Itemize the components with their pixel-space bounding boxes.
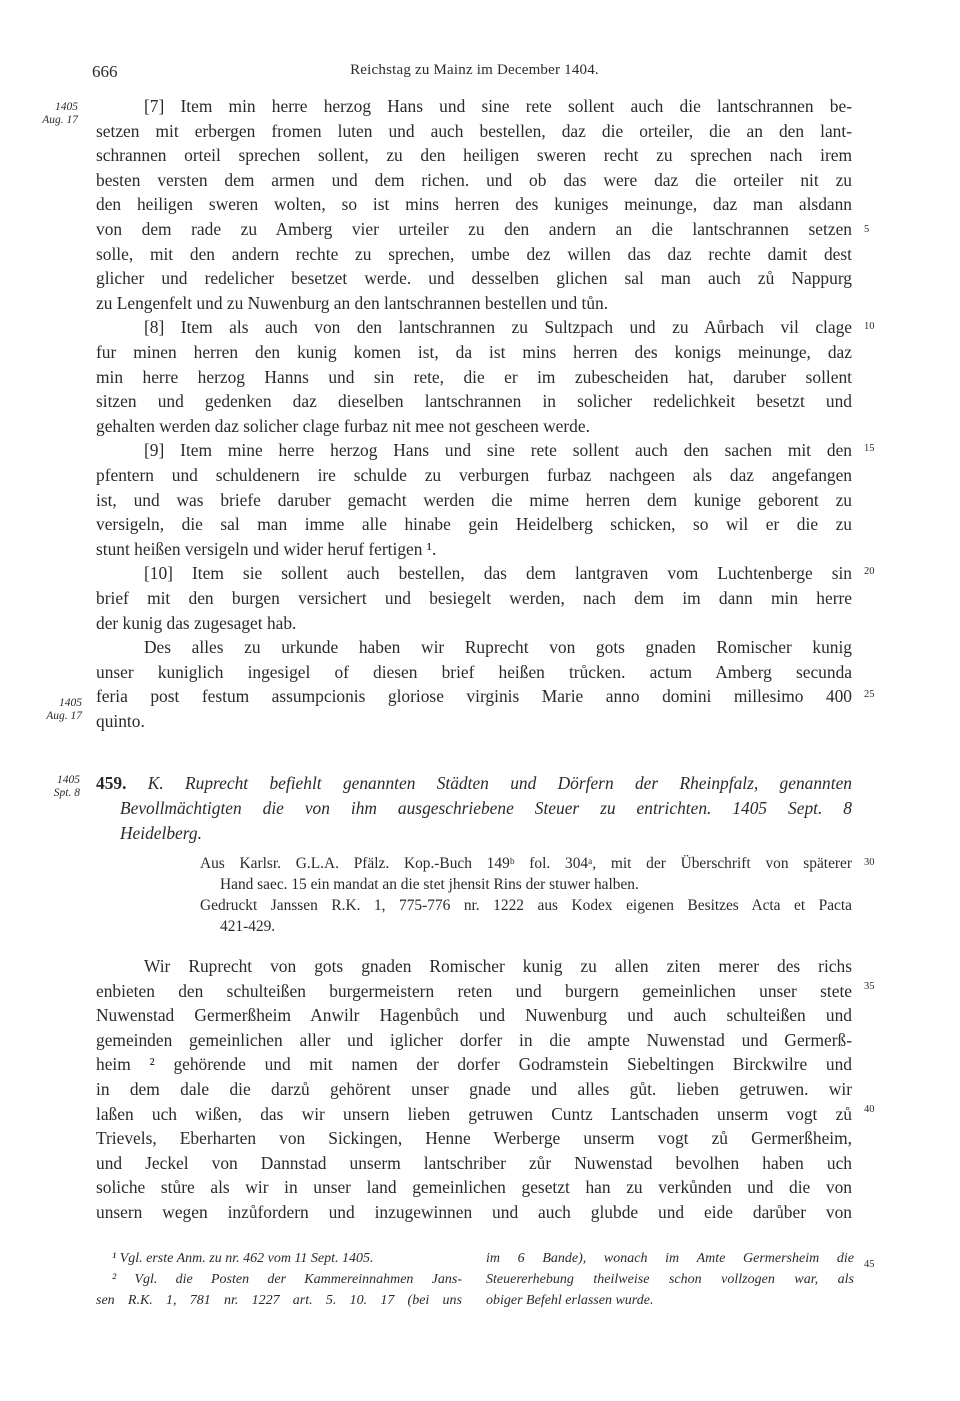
text-line: [7] Item min herre herzog Hans und sine rete sollent auch die lantschrannen be- bbox=[144, 96, 852, 116]
heading-line: Bevollmächtigten die von ihm ausgeschriebene Steuer zu entrichten. 1405 Sept. 8 bbox=[120, 798, 852, 818]
text-line: stunt heißen versigeln und wider heruf fertigen ¹. bbox=[96, 538, 437, 559]
text-line: gemeinden gemeinlichen aller und iglicher dorfer in die ampte Nuwenstad und Germerß- bbox=[96, 1029, 852, 1050]
footnote-line: ¹ Vgl. erste Anm. zu nr. 462 vom 11 Sept. 1405. bbox=[112, 1251, 374, 1266]
line-number: 35 bbox=[864, 981, 875, 992]
text-line: laßen uch wißen, das wir unsern lieben getruwen Cuntz Lantschaden unserm vogt zů bbox=[96, 1103, 852, 1124]
text-line: von dem rade zu Amberg vier urteiler zu den andern an die lantschrannen setzen bbox=[96, 219, 852, 239]
text-line: heim ² gehörende und mit namen der dorfer Godramstein Siebeltingen Birckwilre und bbox=[96, 1054, 852, 1075]
footnote-line: obiger Befehl erlassen wurde. bbox=[486, 1293, 654, 1308]
text-line: in dem dale die darzů gehörent unser gnade und alles gůt. lieben getruwen. wir bbox=[96, 1079, 852, 1099]
heading-line: Heidelberg. bbox=[120, 823, 202, 843]
margin-note-year: 1405 bbox=[55, 101, 78, 113]
line-number: 40 bbox=[864, 1104, 875, 1115]
text-line: versigeln, die sal man imme alle hinabe gein Heidelberg schicken, so wil er die zu bbox=[96, 514, 852, 535]
footnote-line: sen R.K. 1, 781 nr. 1227 art. 5. 10. 17 (bei uns bbox=[96, 1293, 462, 1308]
citation-line: Gedruckt Janssen R.K. 1, 775-776 nr. 1222 aus Kodex eigenen Besitzes Acta et Pacta bbox=[200, 897, 852, 914]
text-line: soliche stůre als wir in unser land gemeinlichen gesetzt han zu verkůnden und die von bbox=[96, 1177, 852, 1198]
text-line: solle, mit den andern rechte zu sprechen, umbe dez willen das daz rechte damit dest bbox=[96, 243, 852, 264]
text-line: [9] Item mine herre herzog Hans und sine rete sollent auch den sachen mit den bbox=[144, 440, 852, 461]
text-line: unsern wegen inzůfordern und inzugewinnen und auch glubde und eide darůber von bbox=[96, 1202, 852, 1222]
margin-note-day: Spt. 8 bbox=[53, 787, 80, 799]
text-line: [8] Item als auch von den lantschrannen zu Sultzpach und zu Aůrbach vil clage bbox=[144, 317, 852, 338]
text-line: sitzen und gedenken daz dieselben lantschrannen in solicher redelichkeit besetzt und bbox=[96, 391, 852, 412]
text-line: ist, und was briefe daruber gemacht werden die mime herren dem kunige geborent zu bbox=[96, 489, 852, 510]
footnotes-left-column bbox=[96, 1248, 462, 1311]
margin-note-date bbox=[30, 774, 80, 800]
margin-note-day: Aug. 17 bbox=[42, 114, 78, 126]
line-number: 10 bbox=[864, 321, 875, 332]
margin-note-year: 1405 bbox=[59, 697, 82, 709]
text-line: Nuwenstad Germerßheim Anwilr Hagenbůch und Nuwenburg und auch schulteißen und bbox=[96, 1005, 852, 1026]
running-head bbox=[92, 62, 857, 82]
text-line: feria post festum assumpcionis gloriose virginis Marie anno domini millesimo 400 bbox=[96, 686, 852, 707]
text-line: Wir Ruprecht von gots gnaden Romischer kunig zu allen ziten merer des richs bbox=[144, 956, 852, 976]
footnote-line: Steuererhebung theilweise schon vollzogen war, als bbox=[486, 1272, 854, 1287]
citation-line: Aus Karlsr. G.L.A. Pfälz. Kop.-Buch 149ᵇ fol. 304ᵃ, mit der Überschrift von späterer bbox=[200, 855, 852, 872]
text-line: unser kuniglich ingesigel of diesen brief heißen trůcken. actum Amberg secunda bbox=[96, 661, 852, 682]
line-number: 25 bbox=[864, 689, 875, 700]
footnotes-right-column bbox=[486, 1248, 854, 1311]
text-line: min herre herzog Hanns und sin rete, die er im zubescheiden hat, daruber sollent bbox=[96, 366, 852, 387]
text-line: fur minen herren den kunig komen ist, da ist mins herren des konigs meinunge, daz bbox=[96, 342, 852, 362]
margin-note-year: 1405 bbox=[57, 774, 80, 786]
footnote-line: im 6 Bande), wonach im Amte Germersheim die bbox=[486, 1251, 854, 1266]
text-line: pfentern und schuldenern ire schulde zu verburgen furbaz nachgeen als daz angefangen bbox=[96, 465, 852, 485]
text-line: schrannen orteil sprechen sollent, zu den heiligen sweren recht zu sprechen nach irem bbox=[96, 145, 852, 166]
text-line: Des alles zu urkunde haben wir Ruprecht von gots gnaden Romischer kunig bbox=[144, 637, 852, 658]
line-number: 15 bbox=[864, 443, 875, 454]
text-line: gehalten werden daz solicher clage furbaz nit mee not gescheen werde. bbox=[96, 415, 590, 436]
line-number: 20 bbox=[864, 566, 875, 577]
text-line: setzen mit erbergen fromen luten und auch bestellen, daz die orteiler, die an den lant- bbox=[96, 120, 852, 141]
document-number: 459. bbox=[96, 773, 127, 793]
margin-note-date bbox=[28, 101, 78, 127]
citation-line: Hand saec. 15 ein mandat an die stet jhensit Rins der stuwer halben. bbox=[220, 876, 639, 893]
text-line: enbieten den schulteißen burgermeistern reten und burgern gemeinlichen unser stete bbox=[96, 980, 852, 1001]
margin-note-day: Aug. 17 bbox=[46, 710, 82, 722]
text-line: der kunig das zugesaget hab. bbox=[96, 612, 297, 633]
text-line: brief mit den burgen versichert und besiegelt werden, nach dem im dann min herre bbox=[96, 588, 852, 608]
text-line: den heiligen sweren wolten, so ist mins herren des kuniges meinunge, daz man alsdann bbox=[96, 194, 852, 215]
text-line: Trievels, Eberharten von Sickingen, Henne Werberge unserm vogt zů Germerßheim, bbox=[96, 1128, 852, 1149]
text-line: quinto. bbox=[96, 711, 145, 731]
text-line: und Jeckel von Dannstad unserm lantschriber zůr Nuwenstad bevolhen haben uch bbox=[96, 1152, 852, 1173]
margin-note-date bbox=[32, 697, 82, 723]
page-number: 666 bbox=[92, 62, 118, 81]
text-line: zu Lengenfelt und zu Nuwenburg an den lantschrannen bestellen und tůn. bbox=[96, 292, 609, 313]
line-number: 5 bbox=[864, 224, 870, 235]
running-head-title: Reichstag zu Mainz im December 1404. bbox=[350, 62, 599, 78]
text-line: [10] Item sie sollent auch bestellen, das dem lantgraven vom Luchtenberge sin bbox=[144, 563, 852, 584]
footnote-line: ² Vgl. die Posten der Kammereinnahmen Jans- bbox=[112, 1272, 462, 1287]
line-number: 30 bbox=[864, 857, 875, 868]
heading-line bbox=[96, 771, 852, 795]
heading-text: K. Ruprecht befiehlt genannten Städten und Dörfern der Rheinpfalz, genannten bbox=[147, 773, 852, 793]
citation-line: 421-429. bbox=[220, 918, 276, 935]
line-number: 45 bbox=[864, 1259, 875, 1270]
text-line: glicher und redelicher besetzet werde. und desselben glichen sal man auch zů Nappurg bbox=[96, 268, 852, 289]
text-line: besten versten dem armen und dem richen. und ob das were daz die orteiler nit zu bbox=[96, 169, 852, 190]
